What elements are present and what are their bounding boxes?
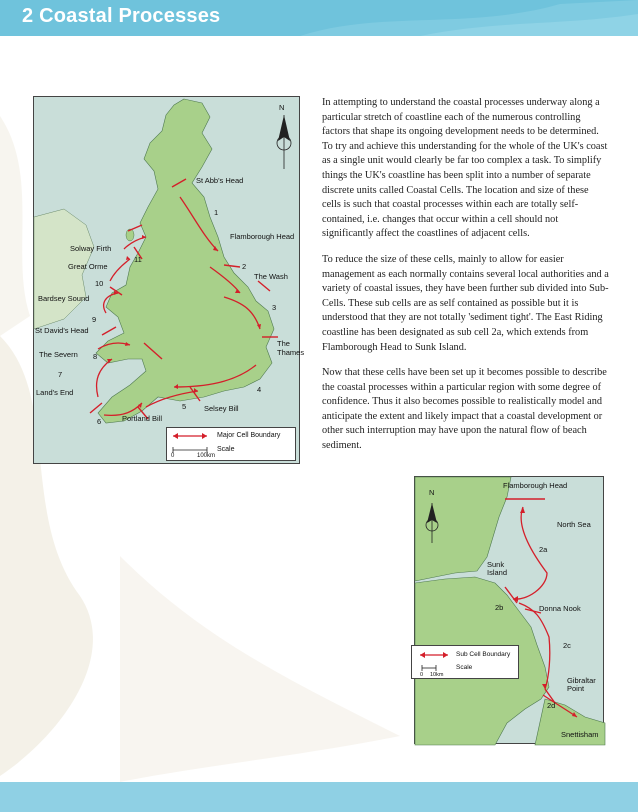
inset-label-donna-nook: Donna Nook	[539, 604, 581, 613]
cell-number-2: 2	[242, 262, 247, 271]
sub-cell-2d: 2d	[547, 701, 556, 710]
inset-legend-scale-label: Scale	[456, 664, 473, 671]
inset-legend-boundary-label: Sub Cell Boundary	[456, 651, 511, 658]
inset-north-label: N	[429, 488, 435, 497]
label-st-abbs-head: St Abb's Head	[196, 176, 244, 185]
label-the-severn: The Severn	[39, 350, 78, 359]
cell-number-3: 3	[272, 303, 277, 312]
inset-label-snettisham: Snettisham	[561, 730, 599, 739]
cell-number-7: 7	[58, 370, 63, 379]
label-st-davids-head: St David's Head	[35, 326, 89, 335]
inset-legend-scale-end: 10km	[430, 672, 444, 678]
label-bardsey-sound: Bardsey Sound	[38, 294, 90, 303]
sub-cell-2c: 2c	[563, 641, 571, 650]
sub-cell-2a: 2a	[539, 545, 548, 554]
cell-number-4: 4	[257, 385, 262, 394]
label-the-wash: The Wash	[254, 272, 288, 281]
north-label: N	[279, 103, 285, 112]
north-arrow-icon	[277, 115, 291, 169]
cell-number-11: 11	[134, 255, 142, 264]
main-map-legend	[166, 427, 296, 461]
inset-label-north-sea: North Sea	[557, 520, 591, 529]
body-text	[322, 96, 610, 465]
inset-label-sunk-island: Sunk Island	[487, 560, 508, 577]
inset-legend-scale-start: 0	[420, 672, 424, 678]
inset-map-legend	[411, 645, 519, 679]
cell-number-10: 10	[95, 279, 104, 288]
legend-scale-label: Scale	[217, 446, 235, 453]
page-title: 2 Coastal Processes	[22, 5, 221, 27]
label-solway-firth: Solway Firth	[70, 244, 112, 253]
sub-cell-inset-map	[414, 476, 604, 744]
legend-scale-end: 100km	[197, 453, 216, 459]
cell-number-1: 1	[214, 208, 219, 217]
footer-band	[0, 782, 638, 812]
uk-coastal-cells-map	[33, 96, 305, 464]
header-banner	[0, 0, 638, 36]
label-lands-end: Land's End	[36, 388, 74, 397]
label-selsey-bill: Selsey Bill	[204, 404, 239, 413]
paragraph-1: In attempting to understand the coastal processes underway along a particular stretch of coastline each of the numerous controlling factors that shape its ongoing development needs to be determined. To try and achieve this understanding for the whole of the UK's coast as a single unit would clearly be far too complex a task. To simplify things the UK's coastline has been split into a number of separate discrete units called Coastal Cells. The location and size of these cells is such that coastal processes within each are totally self-contained, i.e. changes that occur within a cell should not significantly affect the coastlines of adjacent cells.	[322, 97, 608, 240]
label-the-thames: The Thames	[277, 339, 305, 357]
paragraph-2: To reduce the size of these cells, mainly to allow for easier management as each normally contains several local authorities and a variety of coastal issues, they have been further sub divided into Sub-Cells. These sub cells are as self contained as possible but it is understood that they are not totally 'sediment tight'. The East Riding coastline has been designated as sub cell 2a, which extends from Flamborough Head to Sunk Island.	[322, 253, 609, 353]
label-flamborough-head: Flamborough Head	[230, 232, 295, 241]
cell-number-5: 5	[182, 402, 187, 411]
label-great-orme: Great Orme	[68, 262, 108, 271]
legend-boundary-label: Major Cell Boundary	[217, 432, 281, 439]
inset-label-flamborough-head: Flamborough Head	[503, 481, 568, 490]
cell-number-6: 6	[97, 417, 102, 426]
label-portland-bill: Portland Bill	[122, 414, 163, 423]
inset-label-gibraltar-point: Gibraltar Point	[567, 676, 596, 693]
cell-number-8: 8	[93, 352, 98, 361]
sub-cell-2b: 2b	[495, 603, 504, 612]
cell-number-9: 9	[92, 315, 97, 324]
paragraph-3: Now that these cells have been set up it becomes possible to describe the coastal processes within a particular region with some degree of confidence. Thus it also becomes possible to realistically model and anticipate the extent and likely impact that a coastal development or other such interruption may have upon the natural flow of beach sediment.	[322, 367, 607, 452]
legend-scale-start: 0	[171, 453, 175, 459]
